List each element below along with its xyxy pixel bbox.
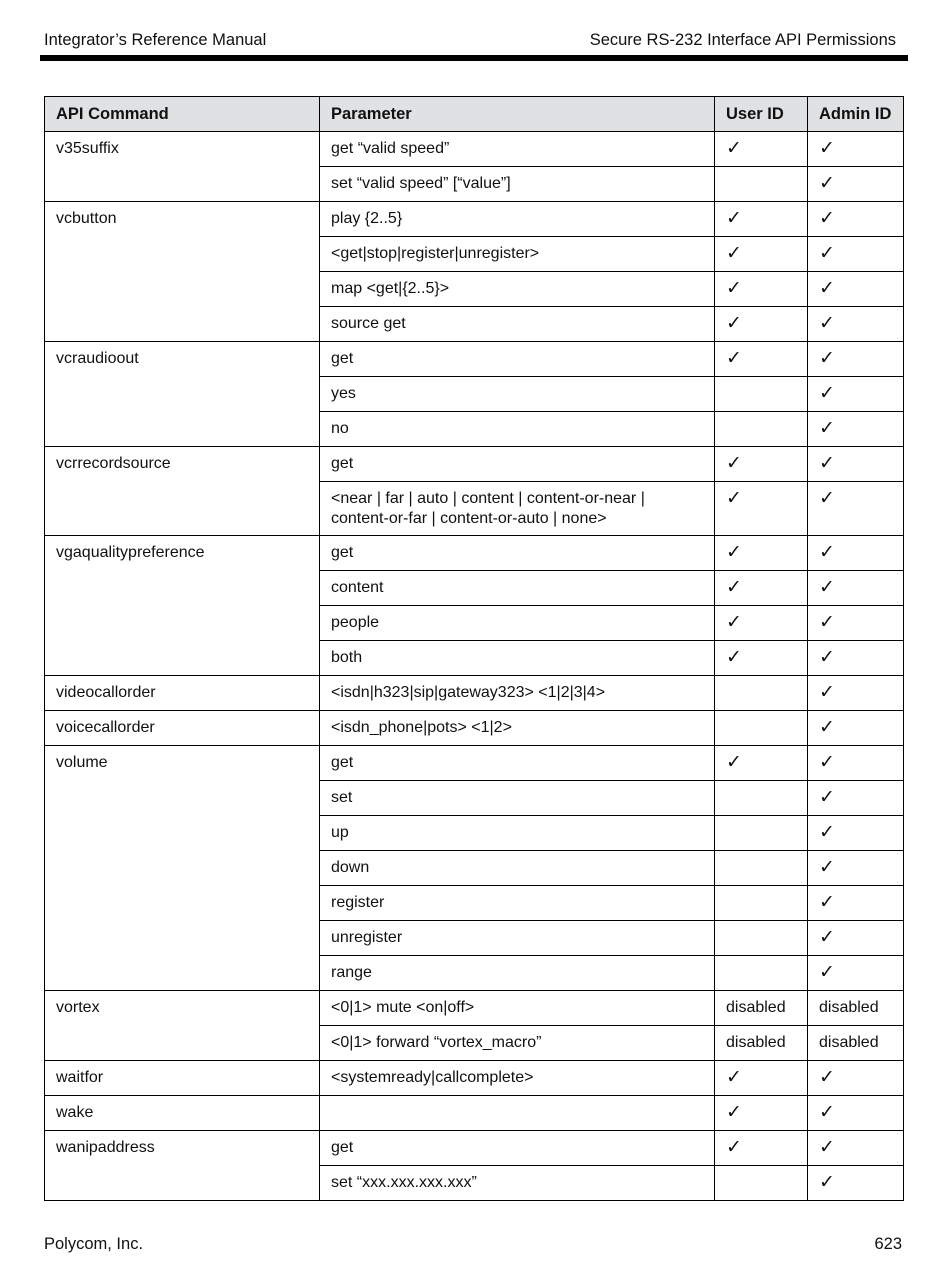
parameter-cell: <systemready|callcomplete> xyxy=(320,1061,715,1096)
admin-id-permission-cell: ✓ xyxy=(808,676,904,711)
user-id-permission-cell: ✓ xyxy=(715,237,808,272)
table-body xyxy=(45,132,904,1201)
parameter-cell: get xyxy=(320,746,715,781)
user-id-permission-cell: ✓ xyxy=(715,641,808,676)
user-id-permission-cell xyxy=(715,167,808,202)
parameter-cell: yes xyxy=(320,377,715,412)
parameter-cell: set “xxx.xxx.xxx.xxx” xyxy=(320,1166,715,1201)
parameter-cell: source get xyxy=(320,307,715,342)
api-command-cell: vcraudioout xyxy=(45,342,320,447)
admin-id-permission-cell: ✓ xyxy=(808,641,904,676)
permissions-table-container xyxy=(44,96,904,1201)
parameter-cell: get “valid speed” xyxy=(320,132,715,167)
running-header-section: Secure RS-232 Interface API Permissions xyxy=(589,31,896,49)
user-id-permission-cell: ✓ xyxy=(715,536,808,571)
parameter-cell: <isdn|h323|sip|gateway323> <1|2|3|4> xyxy=(320,676,715,711)
table-row xyxy=(45,1061,904,1096)
user-id-permission-cell xyxy=(715,886,808,921)
parameter-cell: register xyxy=(320,886,715,921)
header-rule xyxy=(40,55,908,61)
parameter-cell: both xyxy=(320,641,715,676)
parameter-cell: content xyxy=(320,571,715,606)
admin-id-permission-cell: ✓ xyxy=(808,851,904,886)
parameter-cell: <get|stop|register|unregister> xyxy=(320,237,715,272)
admin-id-permission-cell: ✓ xyxy=(808,307,904,342)
admin-id-permission-cell: ✓ xyxy=(808,272,904,307)
admin-id-permission-cell: ✓ xyxy=(808,536,904,571)
user-id-permission-cell: ✓ xyxy=(715,482,808,536)
admin-id-permission-cell: ✓ xyxy=(808,781,904,816)
admin-id-permission-cell: ✓ xyxy=(808,921,904,956)
admin-id-permission-cell: ✓ xyxy=(808,412,904,447)
user-id-permission-cell: ✓ xyxy=(715,1096,808,1131)
parameter-cell: get xyxy=(320,447,715,482)
admin-id-permission-cell: ✓ xyxy=(808,1131,904,1166)
table-row xyxy=(45,132,904,167)
user-id-permission-cell: ✓ xyxy=(715,202,808,237)
admin-id-permission-cell: ✓ xyxy=(808,482,904,536)
admin-id-permission-cell: ✓ xyxy=(808,816,904,851)
api-command-cell: volume xyxy=(45,746,320,991)
api-command-cell: vgaqualitypreference xyxy=(45,536,320,676)
user-id-permission-cell xyxy=(715,377,808,412)
user-id-permission-cell: ✓ xyxy=(715,1061,808,1096)
api-command-cell: vcrrecordsource xyxy=(45,447,320,536)
api-command-cell: wake xyxy=(45,1096,320,1131)
admin-id-permission-cell: ✓ xyxy=(808,1096,904,1131)
table-row xyxy=(45,342,904,377)
admin-id-permission-cell: ✓ xyxy=(808,1061,904,1096)
api-command-cell: vortex xyxy=(45,991,320,1061)
parameter-cell: get xyxy=(320,1131,715,1166)
api-command-cell: wanipaddress xyxy=(45,1131,320,1201)
admin-id-permission-cell: ✓ xyxy=(808,606,904,641)
parameter-cell: set xyxy=(320,781,715,816)
parameter-cell: <0|1> mute <on|off> xyxy=(320,991,715,1026)
table-row xyxy=(45,711,904,746)
admin-id-permission-cell: ✓ xyxy=(808,886,904,921)
api-command-cell: v35suffix xyxy=(45,132,320,202)
api-permissions-table xyxy=(44,96,904,1201)
admin-id-permission-cell: ✓ xyxy=(808,377,904,412)
table-row xyxy=(45,1096,904,1131)
parameter-cell: unregister xyxy=(320,921,715,956)
user-id-permission-cell xyxy=(715,676,808,711)
parameter-cell: range xyxy=(320,956,715,991)
parameter-cell: up xyxy=(320,816,715,851)
page-number: 623 xyxy=(874,1235,902,1253)
table-row xyxy=(45,991,904,1026)
footer-company: Polycom, Inc. xyxy=(44,1235,144,1253)
parameter-cell: <near | far | auto | content | content-or-near | content-or-far | content-or-auto | none> xyxy=(320,482,715,536)
user-id-permission-cell xyxy=(715,412,808,447)
admin-id-permission-cell: ✓ xyxy=(808,711,904,746)
column-header-api-command: API Command xyxy=(45,97,320,132)
api-command-cell: waitfor xyxy=(45,1061,320,1096)
parameter-cell: down xyxy=(320,851,715,886)
parameter-cell: <0|1> forward “vortex_macro” xyxy=(320,1026,715,1061)
user-id-permission-cell xyxy=(715,781,808,816)
column-header-user-id: User ID xyxy=(715,97,808,132)
admin-id-permission-cell: disabled xyxy=(808,1026,904,1061)
user-id-permission-cell xyxy=(715,711,808,746)
column-header-parameter: Parameter xyxy=(320,97,715,132)
user-id-permission-cell xyxy=(715,1166,808,1201)
admin-id-permission-cell: ✓ xyxy=(808,167,904,202)
user-id-permission-cell: disabled xyxy=(715,1026,808,1061)
table-row xyxy=(45,746,904,781)
parameter-cell: get xyxy=(320,536,715,571)
admin-id-permission-cell: ✓ xyxy=(808,1166,904,1201)
user-id-permission-cell: ✓ xyxy=(715,132,808,167)
user-id-permission-cell xyxy=(715,851,808,886)
parameter-cell: map <get|{2..5}> xyxy=(320,272,715,307)
table-row xyxy=(45,447,904,482)
parameter-cell: <isdn_phone|pots> <1|2> xyxy=(320,711,715,746)
admin-id-permission-cell: ✓ xyxy=(808,571,904,606)
user-id-permission-cell: ✓ xyxy=(715,447,808,482)
user-id-permission-cell: ✓ xyxy=(715,571,808,606)
user-id-permission-cell: ✓ xyxy=(715,606,808,641)
admin-id-permission-cell: ✓ xyxy=(808,447,904,482)
parameter-cell: no xyxy=(320,412,715,447)
table-row xyxy=(45,536,904,571)
admin-id-permission-cell: ✓ xyxy=(808,132,904,167)
user-id-permission-cell xyxy=(715,956,808,991)
user-id-permission-cell: ✓ xyxy=(715,307,808,342)
user-id-permission-cell: ✓ xyxy=(715,746,808,781)
table-row xyxy=(45,676,904,711)
user-id-permission-cell: ✓ xyxy=(715,1131,808,1166)
user-id-permission-cell: ✓ xyxy=(715,272,808,307)
table-header-row xyxy=(45,97,904,132)
user-id-permission-cell: ✓ xyxy=(715,342,808,377)
api-command-cell: videocallorder xyxy=(45,676,320,711)
admin-id-permission-cell: ✓ xyxy=(808,746,904,781)
column-header-admin-id: Admin ID xyxy=(808,97,904,132)
admin-id-permission-cell: ✓ xyxy=(808,956,904,991)
admin-id-permission-cell: ✓ xyxy=(808,202,904,237)
table-row xyxy=(45,1131,904,1166)
parameter-cell xyxy=(320,1096,715,1131)
parameter-cell: set “valid speed” [“value”] xyxy=(320,167,715,202)
admin-id-permission-cell: ✓ xyxy=(808,237,904,272)
table-row xyxy=(45,202,904,237)
user-id-permission-cell xyxy=(715,921,808,956)
user-id-permission-cell: disabled xyxy=(715,991,808,1026)
running-header-title: Integrator’s Reference Manual xyxy=(44,31,267,49)
parameter-cell: get xyxy=(320,342,715,377)
user-id-permission-cell xyxy=(715,816,808,851)
admin-id-permission-cell: ✓ xyxy=(808,342,904,377)
api-command-cell: vcbutton xyxy=(45,202,320,342)
admin-id-permission-cell: disabled xyxy=(808,991,904,1026)
api-command-cell: voicecallorder xyxy=(45,711,320,746)
parameter-cell: people xyxy=(320,606,715,641)
parameter-cell: play {2..5} xyxy=(320,202,715,237)
